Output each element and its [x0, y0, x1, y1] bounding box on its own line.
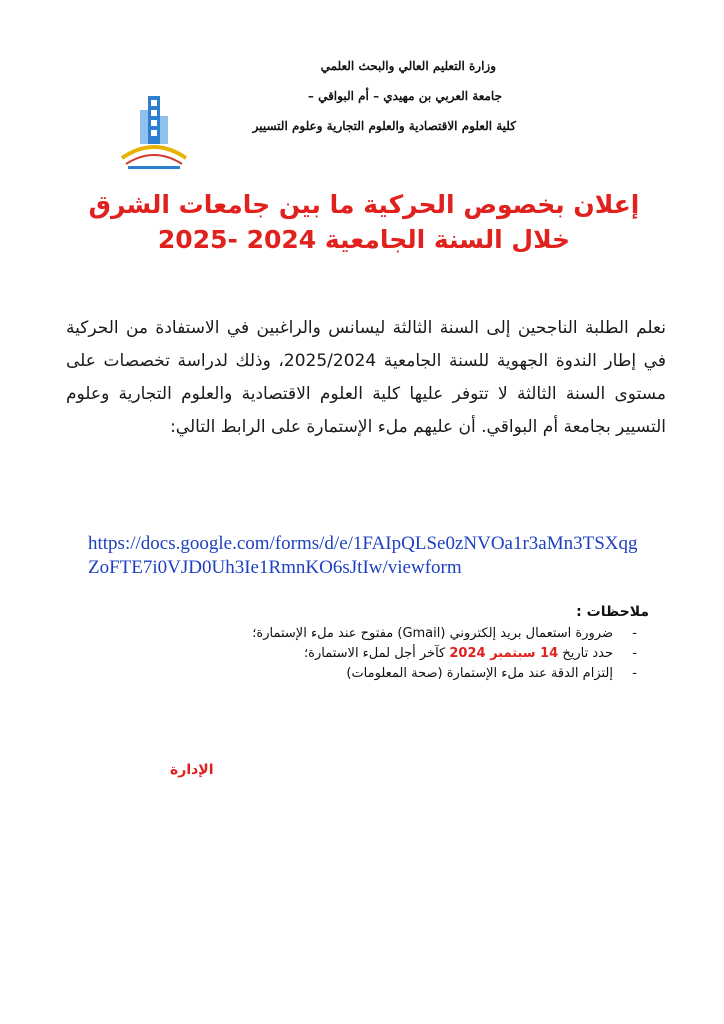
university-name: جامعة العربي بن مهيدي – أم البواقي – [307, 89, 502, 103]
note-item-accuracy: - إلتزام الدقة عند ملء الإستمارة (صحة المعلومات) [89, 664, 649, 684]
notes-section [89, 604, 649, 684]
deadline-suffix: كآخر أجل لملء الاستمارة؛ [304, 646, 450, 661]
title-line-1: إعلان بخصوص الحركية ما بين جامعات الشرق [88, 190, 640, 219]
announcement-title [84, 188, 644, 258]
notes-title: ملاحظات : [576, 604, 649, 620]
deadline-date: 14 سبتمبر 2024 [449, 646, 559, 661]
ministry-name: وزارة التعليم العالي والبحث العلمي [320, 59, 496, 73]
announcement-body: نعلم الطلبة الناجحين إلى السنة الثالثة ليسانس والراغبين في الاستفادة من الحركية في إطار الندوة الجهوية للسنة الجامعية 2025/2024، وذلك لدراسة تخصصات على مستوى السنة الثالثة لا تتوفر عليها كلية العلوم الاقتصادية والعلوم التجارية وعلوم التسيير بجامعة أم البواقي. أن عليهم ملء الإستمارة على الرابط التالي: [66, 318, 666, 437]
faculty-name: كلية العلوم الاقتصادية والعلوم التجارية وعلوم التسيير [252, 119, 516, 133]
university-logo [118, 92, 190, 174]
form-link[interactable]: https://docs.google.com/forms/d/e/1FAIpQLSe0zNVOa1r3aMn3TSXqgZoFTE7i0VJD0Uh3Ie1RmnKO6sJtIw/viewform [88, 533, 638, 578]
notes-list [89, 624, 649, 684]
note-item-gmail: - ضرورة استعمال بريد إلكتروني (Gmail) مفتوح عند ملء الإستمارة؛ [89, 624, 649, 644]
deadline-prefix: حدد تاريخ [558, 646, 613, 661]
title-line-2: خلال السنة الجامعية 2024 -2025 [157, 225, 571, 254]
signature: الإدارة [170, 762, 214, 778]
note-item-deadline [89, 644, 649, 664]
letterhead [206, 58, 516, 148]
